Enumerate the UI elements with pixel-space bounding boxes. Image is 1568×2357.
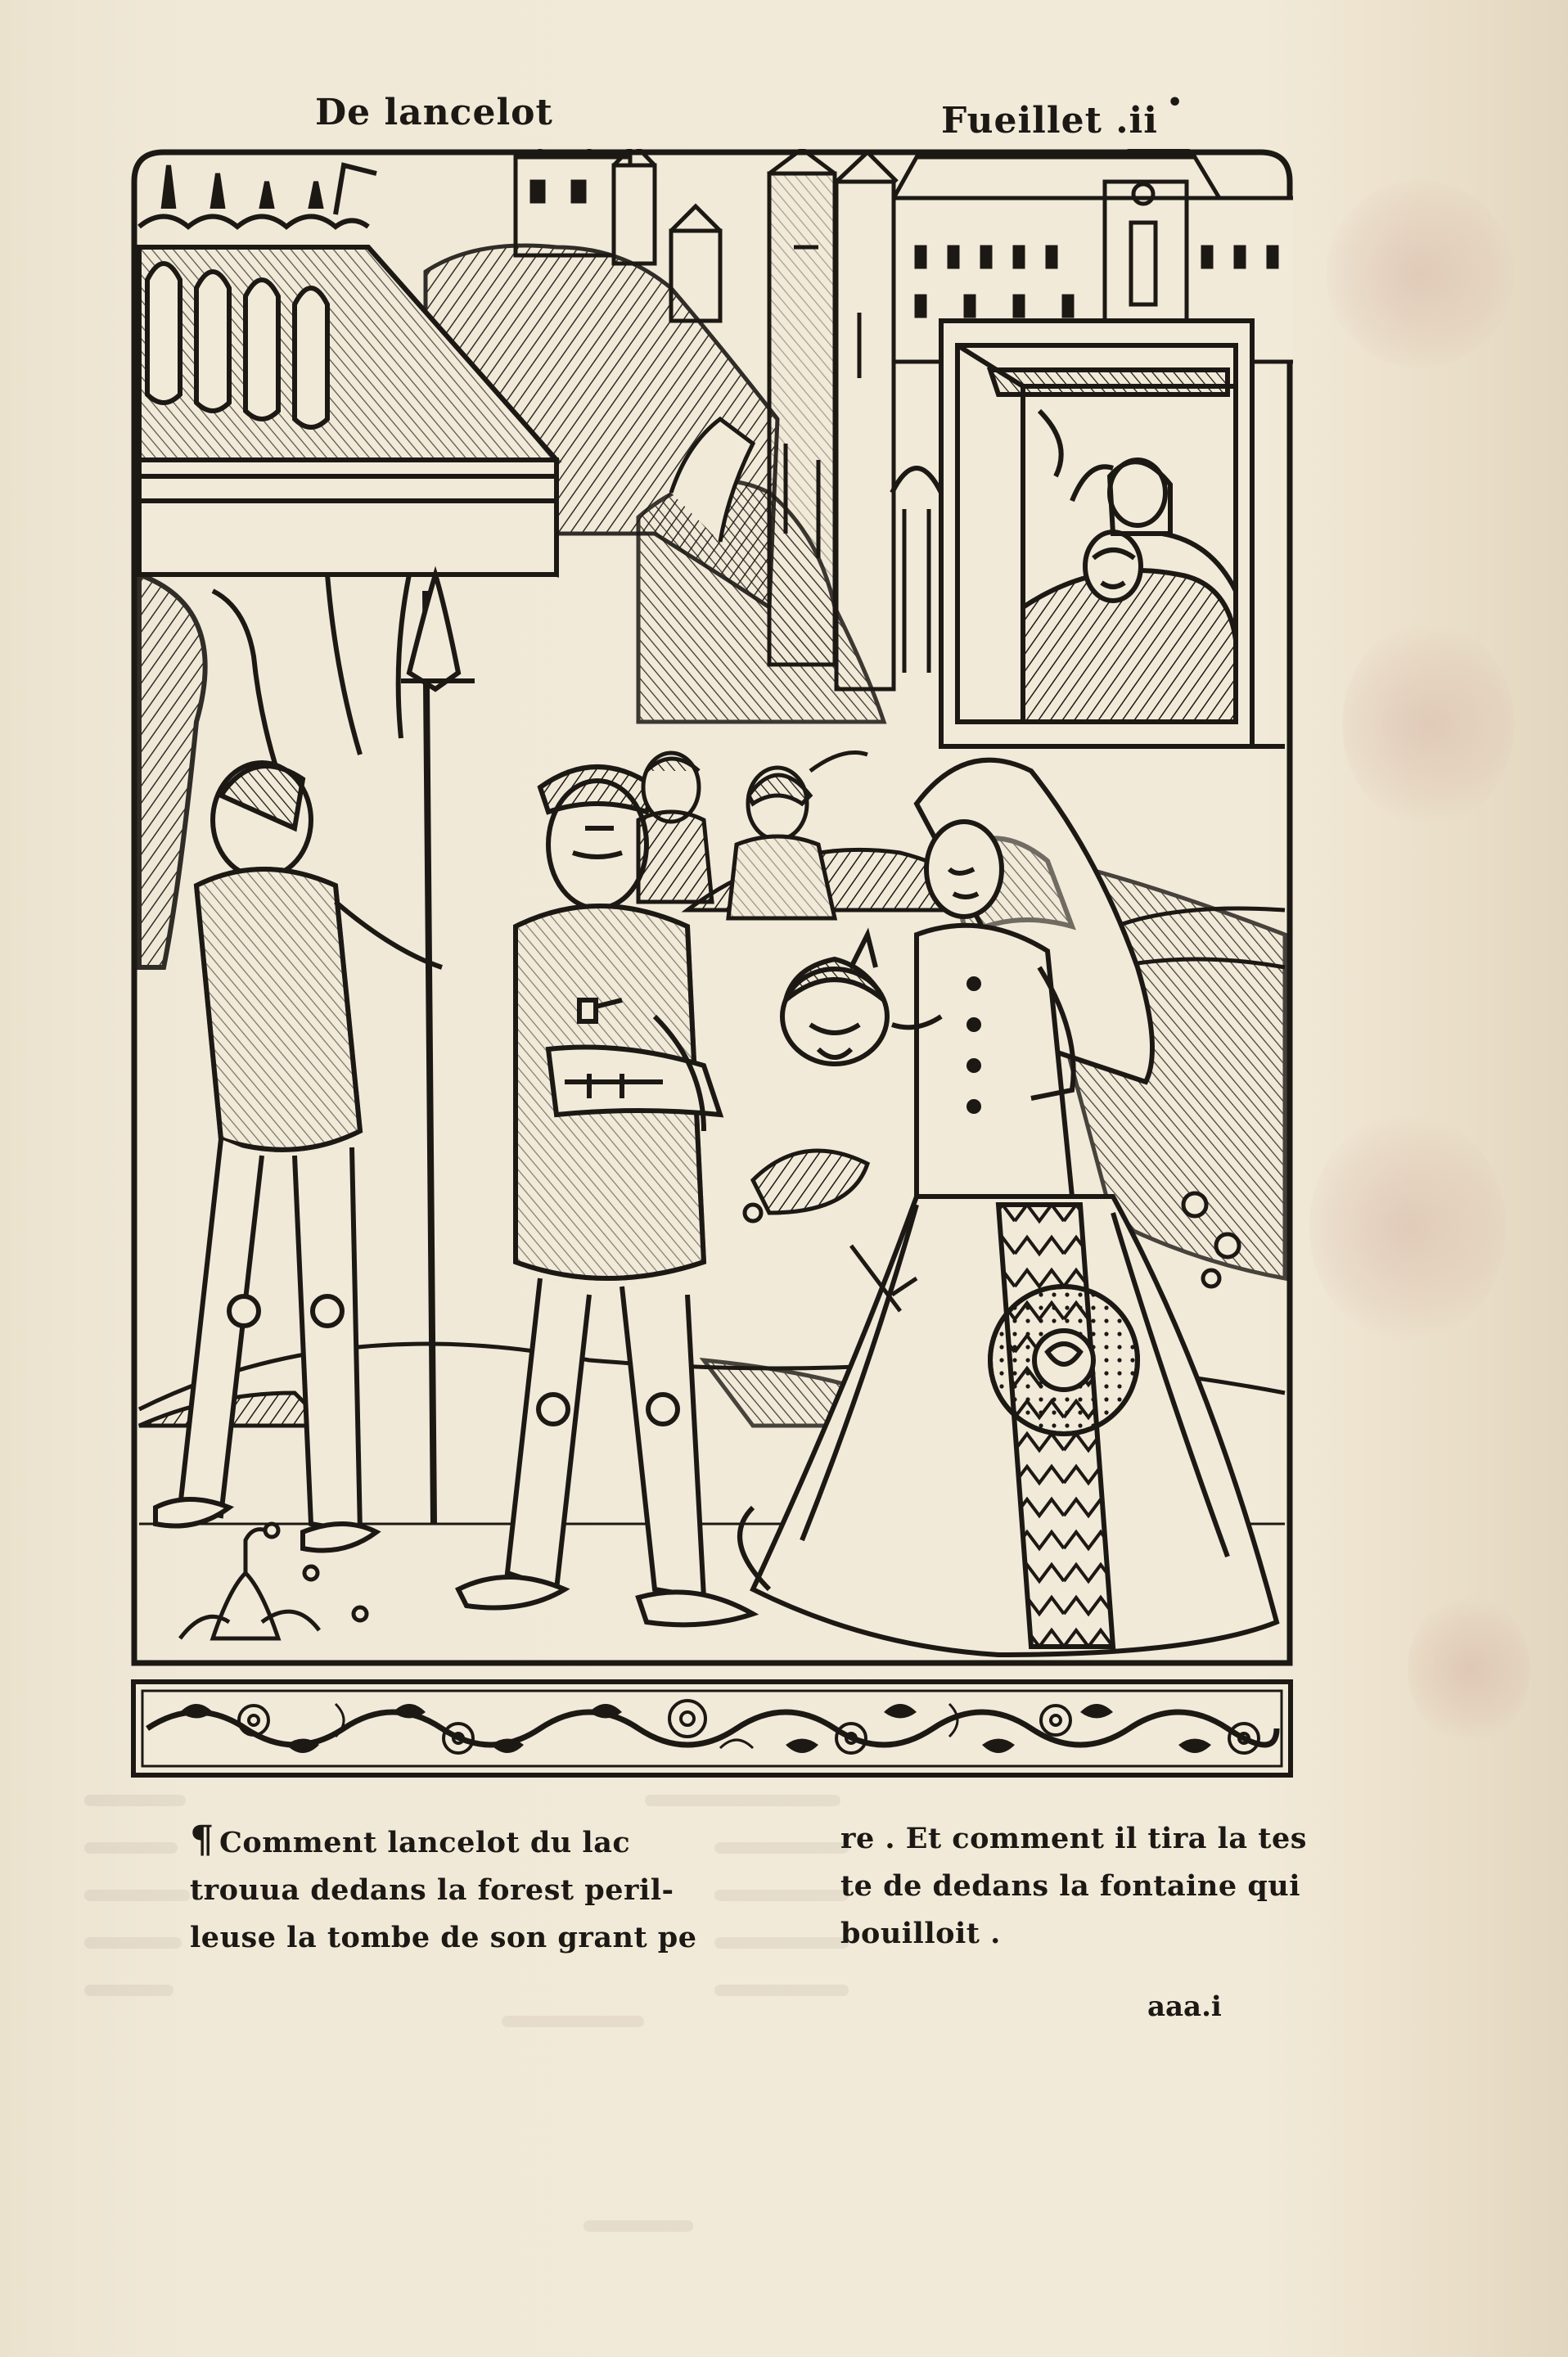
caption-line: trouua dedans la forest peril- [190, 1873, 674, 1907]
caption-line: re . Et comment il tira la tes [840, 1822, 1307, 1855]
paragraph-mark: ¶ [190, 1817, 214, 1861]
caption-line: te de dedans la fontaine qui [840, 1869, 1301, 1903]
woodcut-illustration [131, 149, 1293, 1666]
woodcut-caption [190, 1815, 1307, 2028]
folio-dot: • [1167, 88, 1183, 117]
caption-line [190, 1815, 697, 1867]
caption-right-column [840, 1815, 1307, 1958]
caption-line: bouilloit . [840, 1917, 1001, 1950]
signature-mark: aaa.i [1147, 1990, 1222, 2023]
caption-left-column [190, 1815, 697, 1962]
bedchamber-scene [941, 321, 1285, 746]
folio-label: Fueillet .ii [941, 100, 1158, 142]
caption-line-text: Comment lancelot du lac [219, 1826, 631, 1859]
floral-border [131, 1679, 1293, 1778]
caption-line: leuse la tombe de son grant pe [190, 1921, 697, 1954]
guard-figure [155, 575, 475, 1551]
running-head-title: De lancelot [315, 92, 553, 133]
